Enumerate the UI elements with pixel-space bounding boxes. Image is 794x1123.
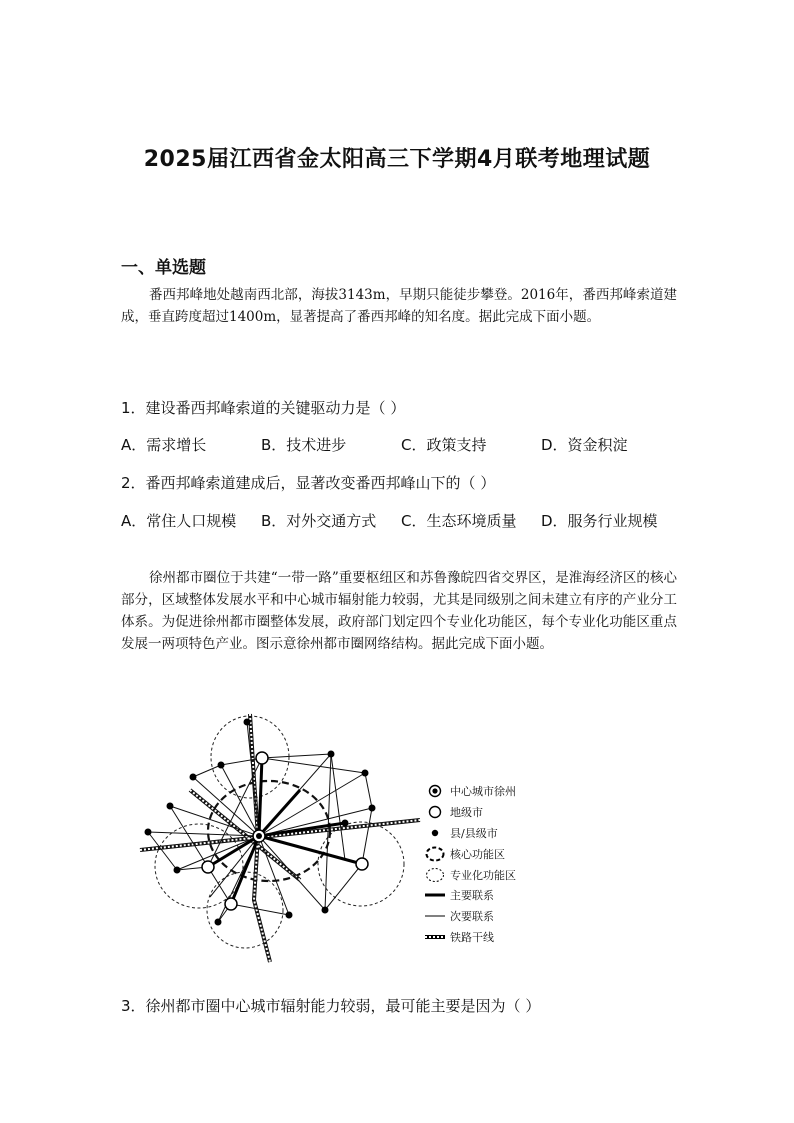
secondary-link-icon bbox=[424, 909, 446, 923]
main-links bbox=[208, 758, 362, 904]
railway-lines bbox=[140, 714, 420, 962]
section-heading: 一、单选题 bbox=[121, 258, 206, 278]
q1-option-d[interactable]: D．资金积淀 bbox=[541, 436, 628, 454]
question-1-options bbox=[121, 434, 628, 455]
q2-option-c[interactable]: C．生态环境质量 bbox=[401, 512, 517, 530]
railway-icon bbox=[424, 930, 446, 944]
page-title: 2025届江西省金太阳高三下学期4月联考地理试题 bbox=[143, 147, 651, 172]
question-3-stem: 3．徐州都市圈中心城市辐射能力较弱，最可能主要是因为（ ） bbox=[121, 997, 541, 1015]
q1-option-a[interactable]: A．需求增长 bbox=[121, 436, 207, 454]
legend-county-city: 县/县级市 bbox=[424, 823, 516, 844]
diagram-legend bbox=[424, 781, 516, 947]
passage-1: 番西邦峰地处越南西北部，海拔3143m，早期只能徒步攀登。2016年，番西邦峰索道建成，垂直跨度超过1400m，显著提高了番西邦峰的知名度。据此完成下面小题。 bbox=[121, 287, 677, 325]
county-city-icon bbox=[424, 826, 446, 840]
q2-option-b[interactable]: B．对外交通方式 bbox=[261, 512, 377, 530]
legend-railway: 铁路干线 bbox=[424, 927, 516, 948]
special-zone-icon bbox=[424, 868, 446, 882]
core-zone-icon bbox=[424, 847, 446, 861]
center-city-icon bbox=[424, 784, 446, 798]
legend-prefecture-city: 地级市 bbox=[424, 802, 516, 823]
q2-option-d[interactable]: D．服务行业规模 bbox=[541, 512, 658, 530]
legend-secondary-link: 次要联系 bbox=[424, 906, 516, 927]
legend-center-city: 中心城市徐州 bbox=[424, 781, 516, 802]
special-zone-west bbox=[155, 824, 243, 908]
legend-core-zone: 核心功能区 bbox=[424, 843, 516, 864]
q1-option-c[interactable]: C．政策支持 bbox=[401, 436, 487, 454]
passage-2: 徐州都市圈位于共建“一带一路”重要枢纽区和苏鲁豫皖四省交界区，是淮海经济区的核心部分，区域整体发展水平和中心城市辐射能力较弱，尤其是同级别之间未建立有序的产业分工体系。为促进徐州都市圈整体发展，政府部门划定四个专业化功能区，每个专业化功能区重点发展一两项特色产业。图示意徐州都市圈网络结构。据此完成下面小题。 bbox=[121, 570, 677, 652]
question-2-options bbox=[121, 510, 658, 531]
center-city-marker bbox=[253, 830, 265, 842]
question-2-stem: 2．番西邦峰索道建成后，显著改变番西邦峰山下的（ ） bbox=[121, 474, 496, 492]
legend-special-zone: 专业化功能区 bbox=[424, 864, 516, 885]
q1-option-b[interactable]: B．技术进步 bbox=[261, 436, 347, 454]
q2-option-a[interactable]: A．常住人口规模 bbox=[121, 512, 237, 530]
prefecture-city-icon bbox=[424, 805, 446, 819]
legend-main-link: 主要联系 bbox=[424, 885, 516, 906]
main-link-icon bbox=[424, 888, 446, 902]
question-1-stem: 1．建设番西邦峰索道的关键驱动力是（ ） bbox=[121, 399, 406, 417]
